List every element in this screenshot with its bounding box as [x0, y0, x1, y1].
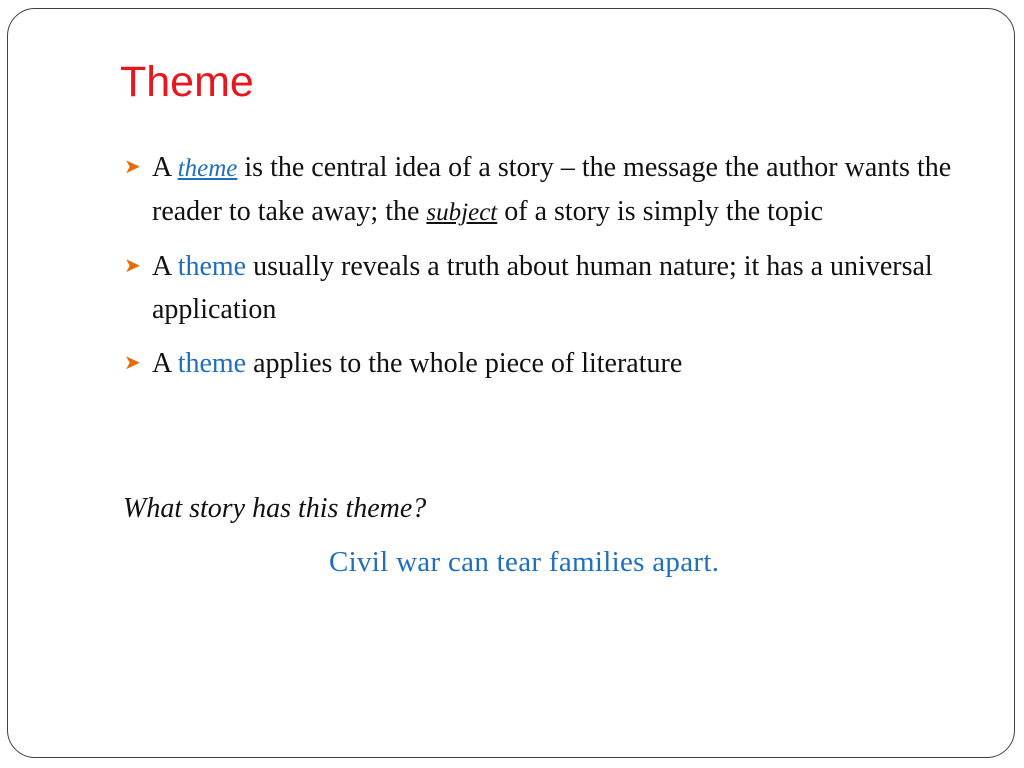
bullet-item [124, 146, 984, 234]
bullet-lead: A [152, 251, 178, 282]
arrow-right-icon: ➤ [124, 255, 141, 277]
bullet-item [124, 342, 984, 385]
arrow-right-icon: ➤ [124, 156, 141, 178]
bullet-item [124, 245, 984, 331]
slide-title: Theme [120, 58, 254, 106]
bullet-text: usually reveals a truth about human nature; it has a universal application [152, 251, 933, 325]
slide [7, 8, 1015, 758]
bullet-text: is the central idea of a story – the message the author wants the reader to take away; the [152, 152, 952, 227]
bullet-text: applies to the whole piece of literature [246, 348, 683, 379]
theme-keyword: theme [177, 251, 247, 282]
bullet-lead: A [152, 348, 178, 379]
question-text: What story has this theme? [123, 493, 427, 524]
bullet-list [124, 146, 984, 396]
answer-text: Civil war can tear families apart. [329, 546, 720, 578]
bullet-text-end: of a story is simply the topic [497, 196, 824, 227]
bullet-lead: A [152, 152, 178, 183]
theme-link[interactable]: theme [177, 155, 238, 182]
arrow-right-icon: ➤ [124, 352, 141, 374]
theme-keyword: theme [177, 348, 247, 379]
subject-term: subject [426, 199, 498, 226]
